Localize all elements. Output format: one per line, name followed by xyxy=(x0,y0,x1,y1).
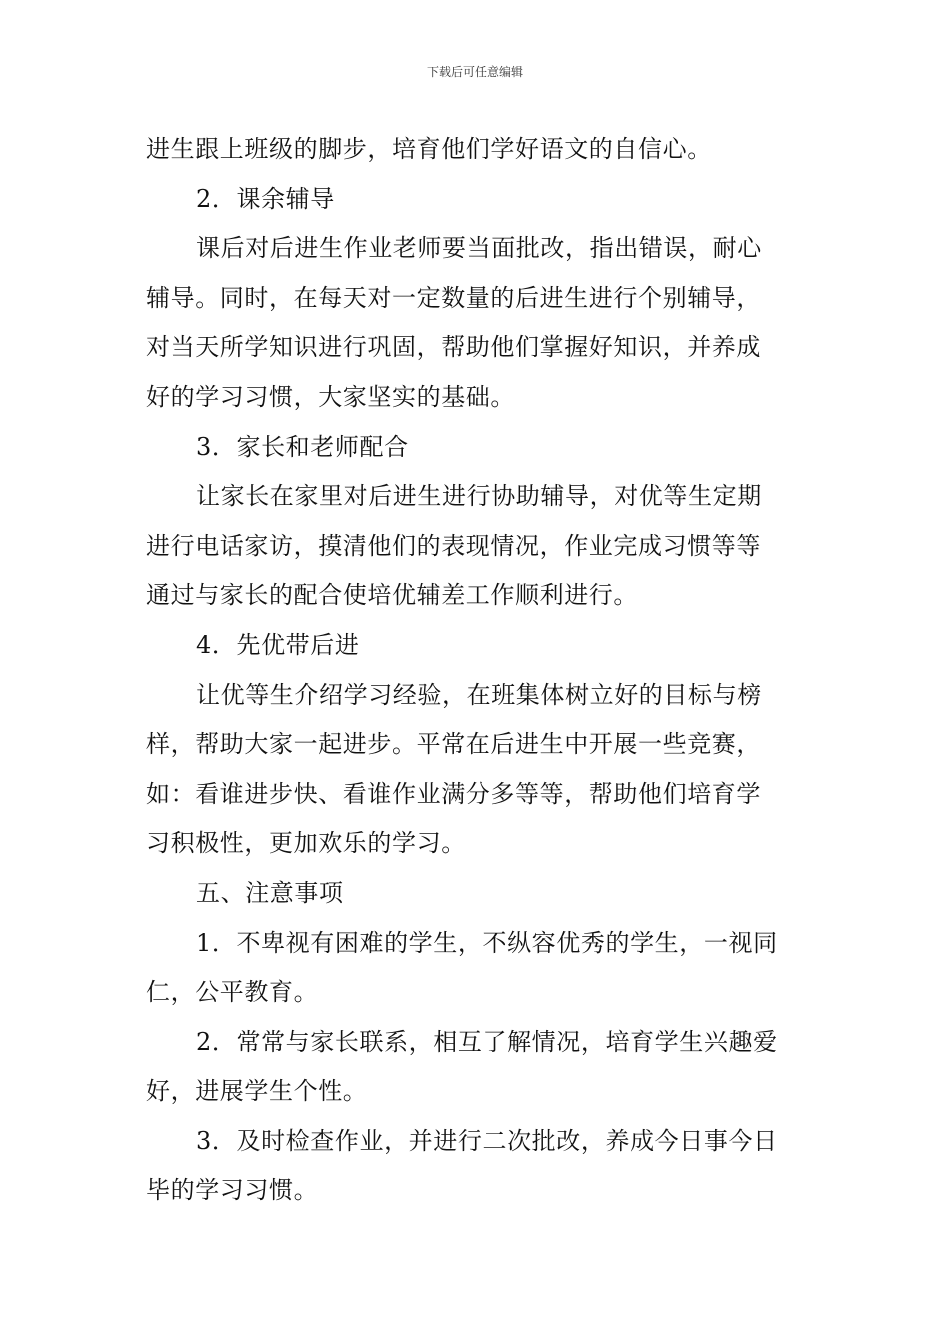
note-item-2-line-2: 好，进展学生个性。 xyxy=(146,1077,368,1106)
page-header-note: 下载后可任意编辑 xyxy=(426,65,523,79)
paragraph-line-3: 课后对后进生作业老师要当面批改，指出错误，耐心 xyxy=(196,234,762,263)
paragraph-line-9: 进行电话家访，摸清他们的表现情况，作业完成习惯等等 xyxy=(146,531,761,560)
note-item-2-line-1: 2．常常与家长联系，相互了解情况，培育学生兴趣爱 xyxy=(196,1027,778,1056)
paragraph-line-14: 如：看谁进步快、看谁作业满分多等等，帮助他们培育学 xyxy=(146,779,761,808)
subheading-peer-help: 4．先优带后进 xyxy=(196,630,360,659)
paragraph-line-6: 好的学习习惯，大家坚实的基础。 xyxy=(146,382,515,411)
document-body xyxy=(146,125,810,1216)
note-item-3-line-1: 3．及时检查作业，并进行二次批改，养成今日事今日 xyxy=(196,1126,778,1155)
note-item-3-line-2: 毕的学习习惯。 xyxy=(146,1176,319,1205)
text-line-1: 进生跟上班级的脚步，培育他们学好语文的自信心。 xyxy=(146,135,712,163)
paragraph-line-12: 让优等生介绍学习经验，在班集体树立好的目标与榜 xyxy=(196,680,762,709)
paragraph-line-13: 样，帮助大家一起进步。平常在后进生中开展一些竞赛， xyxy=(146,730,761,759)
note-item-1-line-1: 1．不卑视有困难的学生，不纵容优秀的学生，一视同 xyxy=(196,928,778,957)
paragraph-line-4: 辅导。同时，在每天对一定数量的后进生进行个别辅导， xyxy=(146,283,761,312)
note-item-1-line-2: 仁，公平教育。 xyxy=(146,978,319,1007)
paragraph-line-10: 通过与家长的配合使培优辅差工作顺利进行。 xyxy=(146,581,638,610)
paragraph-line-15: 习积极性，更加欢乐的学习。 xyxy=(146,829,466,858)
paragraph-line-5: 对当天所学知识进行巩固，帮助他们掌握好知识，并养成 xyxy=(146,333,761,362)
subheading-after-school-tutoring: 2．课余辅导 xyxy=(196,184,335,213)
subheading-parent-teacher: 3．家长和老师配合 xyxy=(196,432,409,461)
paragraph-line-8: 让家长在家里对后进生进行协助辅导，对优等生定期 xyxy=(196,482,762,511)
section-heading-notes: 五、注意事项 xyxy=(196,878,344,907)
